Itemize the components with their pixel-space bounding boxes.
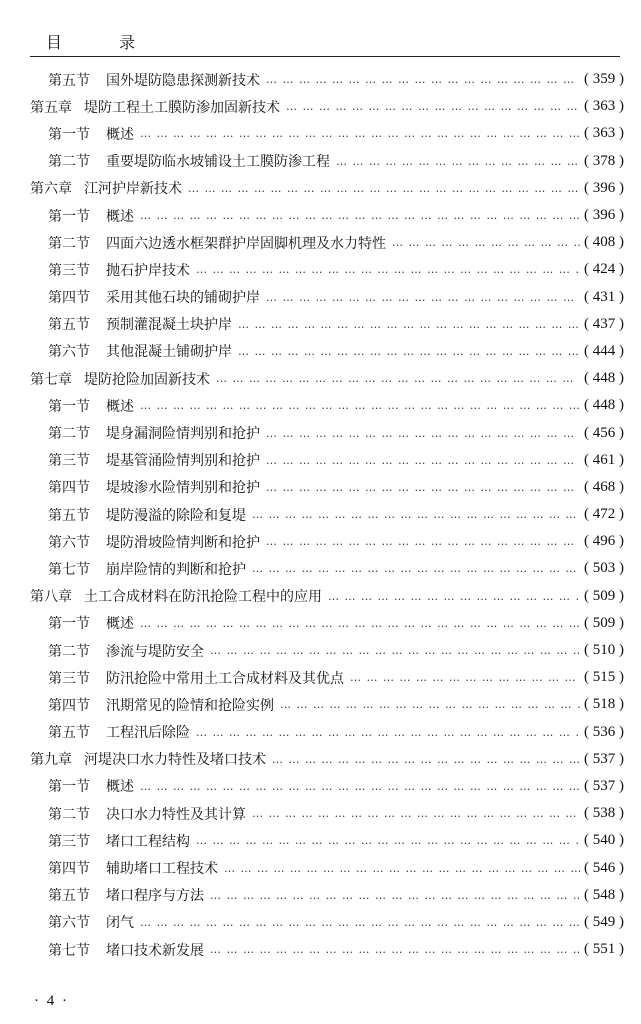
toc-section-row [30,120,624,147]
toc-section-row [30,691,624,718]
toc-section-row [30,66,624,93]
toc-entry-page: ( 378 ) [584,152,624,169]
toc-section-row [30,827,624,854]
toc-section-row [30,637,624,664]
toc-entry-title: 采用其他石块的铺砌护岸 [106,290,260,307]
dot-leader [224,862,580,875]
toc-entry-page: ( 437 ) [584,315,624,332]
toc-section-row [30,202,624,229]
dot-leader [140,780,580,793]
dot-leader [392,236,580,249]
dot-leader [238,318,580,331]
toc-entry-title: 四面六边透水框架群护岸固脚机理及水力特性 [106,235,386,252]
toc-section-row [30,773,624,800]
dot-leader [210,889,580,902]
toc-section-row [30,392,624,419]
page-header [30,28,620,57]
toc-entry-title: 汛期常见的险情和抢险实例 [106,697,274,714]
toc-section-row [30,229,624,256]
toc-entry-number: 第七节 [48,942,90,959]
toc-entry-number: 第一节 [48,616,90,633]
toc-entry-number: 第六节 [48,915,90,932]
dot-leader [196,726,580,739]
toc-section-row [30,474,624,501]
toc-entry-page: ( 468 ) [584,478,624,495]
toc-entry-title: 闭气 [106,915,134,932]
dot-leader [336,155,580,168]
toc-entry-title: 工程汛后除险 [106,725,190,742]
toc-section-row [30,936,624,963]
toc-entry-number: 第四节 [48,861,90,878]
toc-entry-number: 第七章 [30,371,72,388]
toc-entry-title: 土工合成材料在防汛抢险工程中的应用 [84,589,322,606]
toc-entry-number: 第一节 [48,398,90,415]
toc-entry-number: 第四节 [48,697,90,714]
toc-entry-title: 预制灌混凝土块护岸 [106,317,232,334]
toc-entry-number: 第三节 [48,262,90,279]
toc-section-row [30,148,624,175]
toc-entry-number: 第四节 [48,480,90,497]
toc-entry-page: ( 424 ) [584,261,624,278]
toc-section-row [30,284,624,311]
toc-entry-page: ( 503 ) [584,560,624,577]
toc-entry-page: ( 359 ) [584,71,624,88]
toc-entry-number: 第七节 [48,561,90,578]
toc-entry-page: ( 551 ) [584,941,624,958]
toc-entry-number: 第二节 [48,426,90,443]
toc-section-row [30,800,624,827]
dot-leader [210,943,580,956]
toc-entry-number: 第三节 [48,453,90,470]
toc-entry-title: 堵口工程结构 [106,833,190,850]
dot-leader [266,73,580,86]
toc-entry-title: 概述 [106,616,134,633]
dot-leader [210,644,580,657]
toc-entry-number: 第二节 [48,154,90,171]
toc-entry-number: 第五章 [30,99,72,116]
toc-entry-page: ( 456 ) [584,424,624,441]
toc-entry-number: 第三节 [48,670,90,687]
toc-section-row [30,338,624,365]
toc-entry-page: ( 444 ) [584,342,624,359]
toc-section-row [30,256,624,283]
toc-entry-title: 堤防工程土工膜防渗加固新技术 [84,99,280,116]
toc-entry-page: ( 536 ) [584,723,624,740]
toc-entry-title: 江河护岸新技术 [84,181,182,198]
toc-section-row [30,882,624,909]
toc-section-row [30,501,624,528]
toc-entry-title: 概述 [106,208,134,225]
page-title: 目 录 [46,33,162,52]
toc-chapter-row [30,175,624,202]
toc-entry-title: 堵口程序与方法 [106,888,204,905]
toc-entry-title: 决口水力特性及其计算 [106,806,246,823]
toc-entry-title: 崩岸险情的判断和抢护 [106,561,246,578]
dot-leader [252,807,580,820]
toc-chapter-row [30,365,624,392]
dot-leader [140,127,580,140]
toc-section-row [30,719,624,746]
toc-entry-page: ( 431 ) [584,288,624,305]
toc-entry-page: ( 363 ) [584,98,624,115]
toc-entry-page: ( 396 ) [584,179,624,196]
toc-entry-page: ( 448 ) [584,370,624,387]
toc-entry-title: 重要堤防临水坡铺设土工膜防渗工程 [106,154,330,171]
toc-entry-page: ( 448 ) [584,397,624,414]
toc-entry-number: 第六节 [48,534,90,551]
dot-leader [328,590,580,603]
toc-entry-number: 第五节 [48,317,90,334]
toc-entry-page: ( 509 ) [584,587,624,604]
dot-leader [216,372,580,385]
toc-entry-title: 堤防漫溢的除险和复堤 [106,507,246,524]
dot-leader [272,753,580,766]
toc-entry-number: 第二节 [48,643,90,660]
toc-entry-page: ( 363 ) [584,125,624,142]
toc-entry-number: 第八章 [30,589,72,606]
dot-leader [266,535,580,548]
toc-entry-page: ( 510 ) [584,642,624,659]
toc-entry-title: 概述 [106,779,134,796]
toc-entry-title: 堤防滑坡险情判断和抢护 [106,534,260,551]
toc-entry-number: 第六节 [48,344,90,361]
toc-entry-page: ( 515 ) [584,669,624,686]
toc-chapter-row [30,583,624,610]
toc-entry-title: 堤基管涌险情判别和抢护 [106,453,260,470]
toc-entry-page: ( 538 ) [584,805,624,822]
dot-leader [140,617,580,630]
toc-entry-title: 堤身漏洞险情判别和抢护 [106,426,260,443]
toc-section-row [30,610,624,637]
toc-entry-number: 第五节 [48,507,90,524]
toc-chapter-row [30,93,624,120]
dot-leader [140,399,580,412]
toc-entry-number: 第二节 [48,235,90,252]
toc-entry-title: 堤防抢险加固新技术 [84,371,210,388]
toc-entry-title: 概述 [106,126,134,143]
toc-entry-page: ( 518 ) [584,696,624,713]
toc-entry-page: ( 537 ) [584,777,624,794]
toc-entry-page: ( 396 ) [584,207,624,224]
toc-entry-title: 概述 [106,398,134,415]
toc-entry-page: ( 408 ) [584,234,624,251]
dot-leader [286,100,580,113]
toc-entry-page: ( 548 ) [584,886,624,903]
dot-leader [238,345,580,358]
toc-entry-number: 第五节 [48,888,90,905]
toc-entry-number: 第五节 [48,72,90,89]
toc-entry-title: 渗流与堤防安全 [106,643,204,660]
toc-section-row [30,909,624,936]
toc-entry-number: 第一节 [48,779,90,796]
toc-entry-title: 堤坡渗水险情判别和抢护 [106,480,260,497]
toc-entry-title: 其他混凝土铺砌护岸 [106,344,232,361]
toc-entry-number: 第五节 [48,725,90,742]
toc-entry-number: 第九章 [30,752,72,769]
toc-entry-title: 抛石护岸技术 [106,262,190,279]
dot-leader [252,508,580,521]
toc-entry-page: ( 549 ) [584,913,624,930]
toc-entry-title: 辅助堵口工程技术 [106,861,218,878]
toc-entry-number: 第六章 [30,181,72,198]
toc-entry-page: ( 461 ) [584,451,624,468]
toc-section-row [30,528,624,555]
dot-leader [188,182,580,195]
toc-entry-title: 河堤决口水力特性及堵口技术 [84,752,266,769]
toc-entry-title: 国外堤防隐患探测新技术 [106,72,260,89]
toc-entry-title: 堵口技术新发展 [106,942,204,959]
dot-leader [266,427,580,440]
dot-leader [252,562,580,575]
dot-leader [140,916,580,929]
toc-entry-number: 第一节 [48,208,90,225]
toc-entry-page: ( 540 ) [584,832,624,849]
toc-chapter-row [30,746,624,773]
toc-entry-number: 第四节 [48,290,90,307]
toc-entry-page: ( 472 ) [584,506,624,523]
toc-entry-title: 防汛抢险中常用土工合成材料及其优点 [106,670,344,687]
toc-entry-number: 第二节 [48,806,90,823]
toc-section-row [30,419,624,446]
toc-section-row [30,664,624,691]
toc-entry-number: 第一节 [48,126,90,143]
dot-leader [280,698,580,711]
toc-entry-page: ( 509 ) [584,614,624,631]
dot-leader [266,454,580,467]
toc-section-row [30,555,624,582]
table-of-contents [30,66,624,963]
dot-leader [266,291,580,304]
toc-section-row [30,447,624,474]
dot-leader [266,481,580,494]
toc-entry-page: ( 496 ) [584,533,624,550]
toc-entry-page: ( 537 ) [584,750,624,767]
toc-section-row [30,311,624,338]
toc-entry-number: 第三节 [48,833,90,850]
toc-section-row [30,854,624,881]
dot-leader [350,671,580,684]
dot-leader [196,263,580,276]
toc-entry-page: ( 546 ) [584,859,624,876]
page-number: · 4 · [34,993,69,1009]
dot-leader [196,834,580,847]
dot-leader [140,209,580,222]
